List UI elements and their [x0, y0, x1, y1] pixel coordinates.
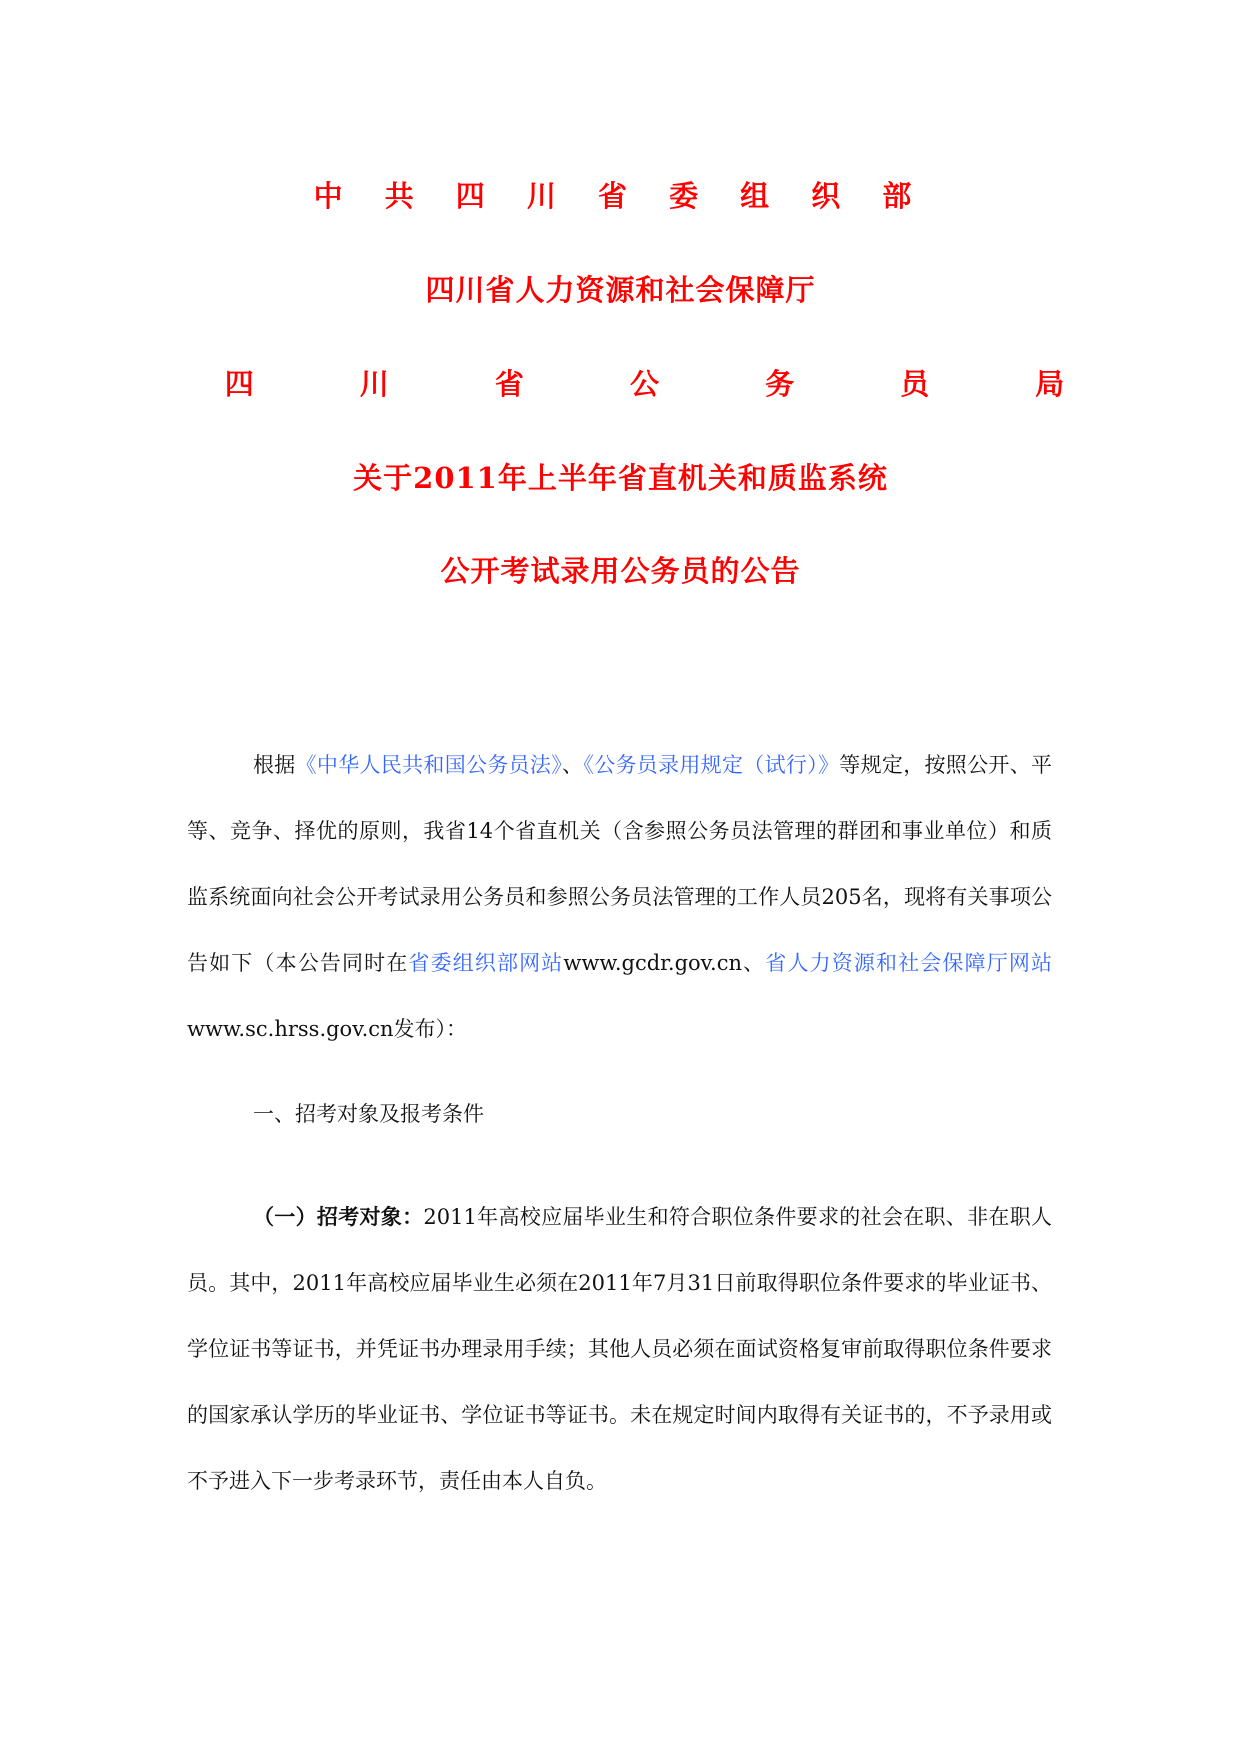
- link-org-dept-website[interactable]: 省委组织部网站: [408, 951, 564, 975]
- title-line-hr-dept: 四川省人力资源和社会保障厅: [425, 273, 816, 307]
- intro-text-a: 根据: [253, 753, 296, 777]
- link-hr-dept-website[interactable]: 省人力资源和社会保障厅网站: [765, 951, 1053, 975]
- title-line-announcement-subject: 关于2011年上半年省直机关和质监系统: [353, 461, 888, 495]
- intro-text-e: www.sc.hrss.gov.cn发布）：: [187, 1017, 468, 1041]
- link-civil-servant-law[interactable]: 《中华人民共和国公务员法》: [295, 753, 563, 777]
- recruitment-target-paragraph: [187, 1184, 1052, 1514]
- recruitment-target-label: （一）招考对象：: [253, 1204, 424, 1229]
- intro-text-c: 等规定，按照公开、平等、竞争、择优的原则，我省14个省直机关（含参照公务员法管理的群团和事业单位）和质监系统面向社会公开考试录用公务员和参照公务员法管理的工作人员205名，现将有关事项公告如下（本公告同时在: [187, 753, 1053, 975]
- intro-text-d: www.gcdr.gov.cn、: [563, 951, 766, 975]
- title-line-announcement-type: 公开考试录用公务员的公告: [440, 554, 801, 588]
- title-line-civil-service-bureau: 四 川 省 公 务 员 局: [224, 367, 1113, 401]
- link-recruitment-rules[interactable]: 《公务员录用规定（试行）》: [583, 753, 840, 777]
- title-line-organization-dept: 中 共 四 川 省 委 组 织 部: [313, 179, 928, 213]
- intro-text-b: 、: [562, 753, 584, 777]
- recruitment-target-text: 2011年高校应届毕业生和符合职位条件要求的社会在职、非在职人员。其中，2011年高校应届毕业生必须在2011年7月31日前取得职位条件要求的毕业证书、学位证书等证书，并凭证书办理录用手续；其他人员必须在面试资格复审前取得职位条件要求的国家承认学历的毕业证书、学位证书等证书。未在规定时间内取得有关证书的，不予录用或不予进入下一步考录环节，责任由本人自负。: [187, 1205, 1052, 1493]
- intro-paragraph: [187, 732, 1052, 1062]
- section-heading-1: 一、招考对象及报考条件: [253, 1102, 484, 1126]
